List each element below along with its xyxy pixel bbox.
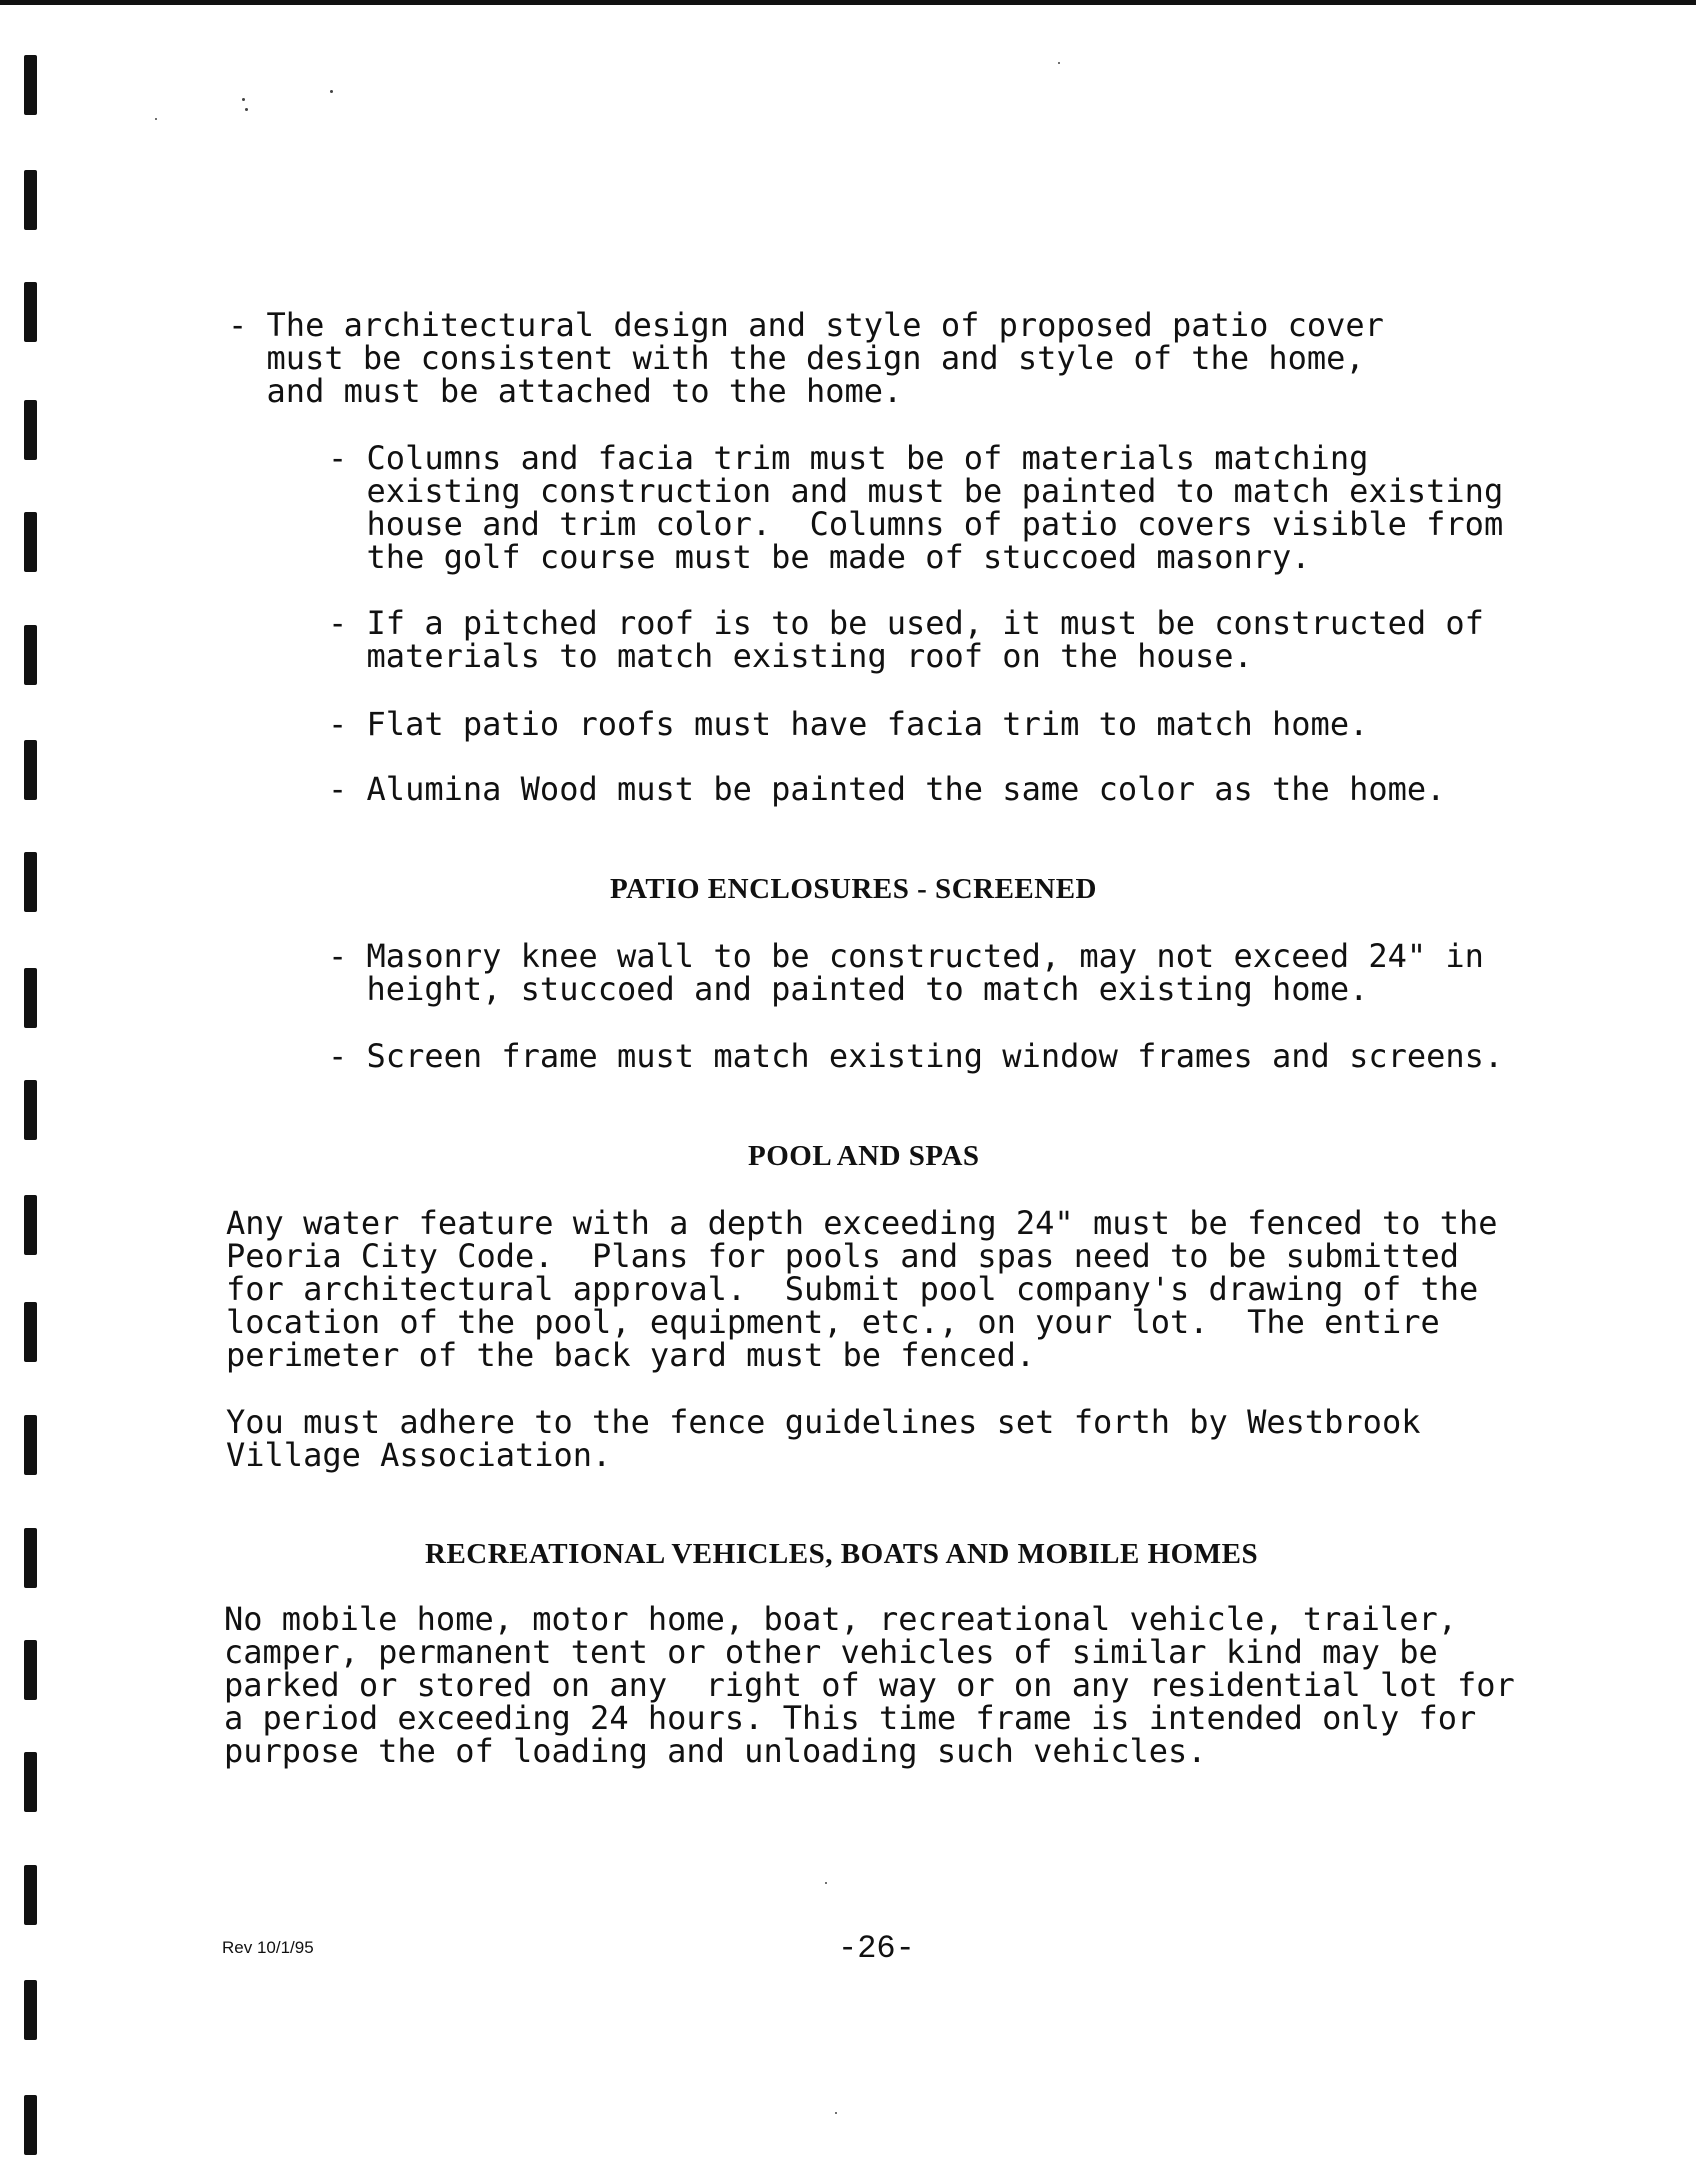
line: - Alumina Wood must be painted the same color as the home. <box>328 770 1446 808</box>
line: Peoria City Code. Plans for pools and spas need to be submitted <box>226 1237 1459 1275</box>
revision-date: Rev 10/1/95 <box>222 1938 314 1957</box>
line: You must adhere to the fence guidelines set forth by Westbrook <box>226 1403 1421 1441</box>
section-heading-patio-enclosures: PATIO ENCLOSURES - SCREENED <box>610 873 1097 905</box>
section-heading-pool-and-spas: POOL AND SPAS <box>748 1140 980 1172</box>
line: purpose the of loading and unloading such vehicles. <box>224 1732 1207 1770</box>
screen-frame-bullet <box>328 1037 1504 1075</box>
line: perimeter of the back yard must be fenced. <box>226 1336 1036 1374</box>
line: a period exceeding 24 hours. This time frame is intended only for <box>224 1699 1477 1737</box>
line: - Masonry knee wall to be constructed, may not exceed 24" in <box>328 937 1484 975</box>
pool-paragraph <box>226 1204 1498 1374</box>
line: parked or stored on any right of way or on any residential lot for <box>224 1666 1515 1704</box>
alumina-wood-bullet <box>328 770 1446 808</box>
fence-guidelines-paragraph <box>226 1403 1421 1474</box>
flat-roof-bullet <box>328 705 1369 743</box>
columns-bullet <box>328 439 1504 576</box>
line: camper, permanent tent or other vehicles of similar kind may be <box>224 1633 1438 1671</box>
line: - If a pitched roof is to be used, it must be constructed of <box>328 604 1484 642</box>
line: Village Association. <box>226 1436 612 1474</box>
line: - Screen frame must match existing window frames and screens. <box>328 1037 1504 1075</box>
line: materials to match existing roof on the house. <box>328 637 1253 675</box>
line: location of the pool, equipment, etc., on your lot. The entire <box>226 1303 1440 1341</box>
line: house and trim color. Columns of patio covers visible from <box>328 505 1504 543</box>
page-number: -26- <box>838 1930 915 1967</box>
line: and must be attached to the home. <box>228 372 903 410</box>
line: existing construction and must be painted to match existing <box>328 472 1504 510</box>
recreational-vehicles-paragraph <box>224 1600 1515 1770</box>
section-heading-recreational-vehicles: RECREATIONAL VEHICLES, BOATS AND MOBILE HOMES <box>425 1538 1259 1570</box>
patio-cover-paragraph <box>228 306 1384 410</box>
line: - Columns and facia trim must be of materials matching <box>328 439 1369 477</box>
line: - Flat patio roofs must have facia trim to match home. <box>328 705 1369 743</box>
line: must be consistent with the design and style of the home, <box>228 339 1365 377</box>
line: - The architectural design and style of proposed patio cover <box>228 306 1384 344</box>
line: height, stuccoed and painted to match existing home. <box>328 970 1369 1008</box>
line: for architectural approval. Submit pool company's drawing of the <box>226 1270 1479 1308</box>
pitched-roof-bullet <box>328 604 1484 675</box>
line: No mobile home, motor home, boat, recreational vehicle, trailer, <box>224 1600 1457 1638</box>
line: Any water feature with a depth exceeding 24" must be fenced to the <box>226 1204 1498 1242</box>
line: the golf course must be made of stuccoed masonry. <box>328 538 1311 576</box>
knee-wall-bullet <box>328 937 1484 1008</box>
